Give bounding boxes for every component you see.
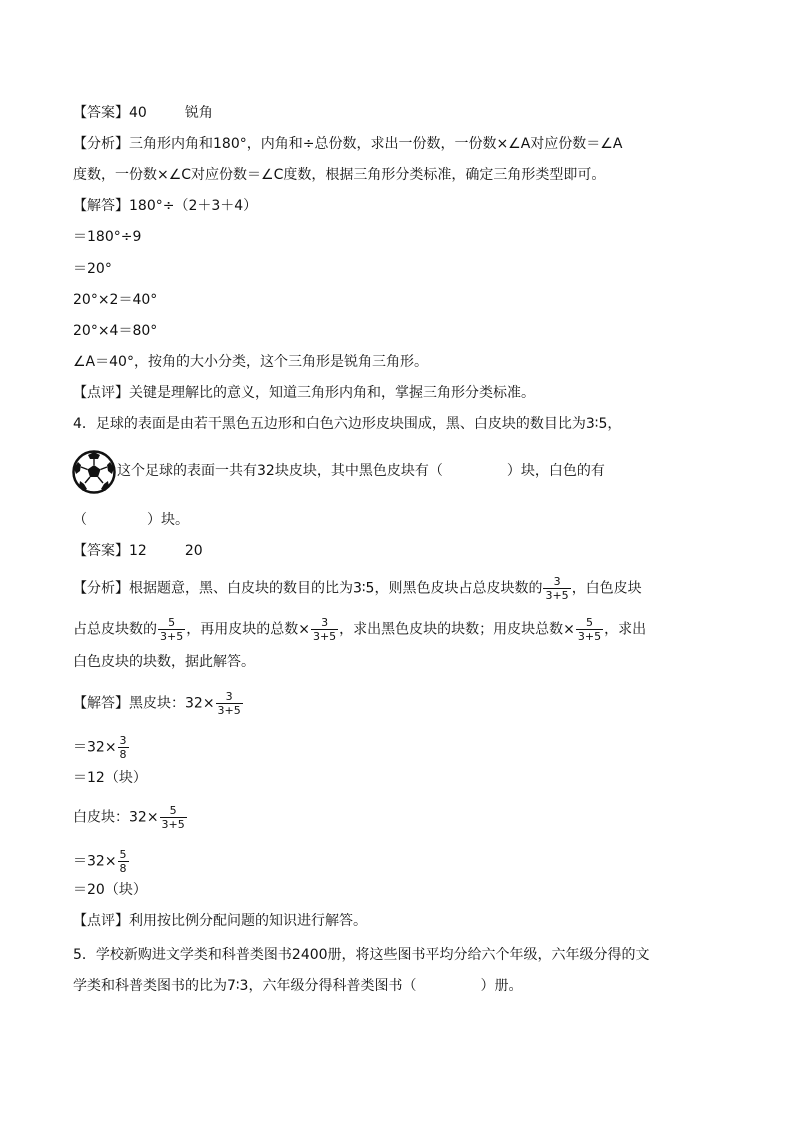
q4-answer-line	[73, 541, 203, 561]
solution-step: ＝180°÷9	[73, 229, 142, 245]
comment-tag: 【点评】	[73, 385, 129, 401]
analysis-tag: 【分析】	[73, 580, 129, 597]
stem-text: （	[73, 512, 87, 528]
answer-value: 40	[129, 105, 147, 121]
stem-text: ）块，白色的有	[506, 463, 605, 479]
q4-comment-line	[73, 911, 367, 931]
analysis-text: 三角形内角和180°，内角和÷总份数，求出一份数，一份数×∠A对应份数＝∠A	[129, 136, 623, 152]
solution-step: 黑皮块：32×	[129, 695, 215, 712]
fraction: $\frac{5}{8}$	[119, 848, 127, 875]
analysis-text: ，再用皮块的总数×	[186, 621, 310, 638]
q3-analysis-line-2: 度数，一份数×∠C对应份数＝∠C度数，根据三角形分类标准，确定三角形类型即可。	[73, 167, 606, 183]
comment-tag: 【点评】	[73, 913, 129, 929]
fraction: $\frac{3}{8}$	[119, 734, 127, 761]
solution-tag: 【解答】	[73, 695, 129, 712]
fraction: $\frac{5}{3+5}$	[161, 804, 185, 831]
answer-value: 12	[129, 543, 147, 559]
comment-text: 关键是理解比的意义，知道三角形内角和，掌握三角形分类标准。	[129, 385, 535, 401]
q5-stem-line-1: 5．学校新购进文学类和科普类图书2400册，将这些图书平均分给六个年级，六年级分得的文	[73, 947, 650, 963]
q4-stem-line-1: 4．足球的表面是由若干黑色五边形和白色六边形皮块围成，黑、白皮块的数目比为3∶5，	[73, 416, 622, 432]
solution-step: ＝32× $\frac{3}{8}$	[73, 734, 127, 761]
fraction: $\frac{3}{3+5}$	[545, 575, 569, 602]
solution-step: ＝20（块）	[73, 882, 147, 898]
analysis-text: 根据题意，黑、白皮块的数目的比为3∶5，则黑色皮块占总皮块数的	[129, 580, 543, 597]
stem-text: ）块。	[147, 512, 189, 528]
solution-step: 白皮块：32× $\frac{5}{3+5}$	[73, 804, 185, 831]
solution-step: ＝32× $\frac{5}{8}$	[73, 848, 127, 875]
analysis-text: ，白色皮块	[571, 580, 642, 597]
fraction: $\frac{5}{3+5}$	[160, 616, 184, 643]
q4-analysis-line-2	[73, 616, 646, 643]
analysis-text: ，求出黑色皮块的块数；用皮块总数×	[339, 621, 575, 638]
solution-tag: 【解答】	[73, 198, 129, 214]
q3-comment-line	[73, 383, 535, 403]
fraction: $\frac{3}{3+5}$	[217, 690, 241, 717]
solution-step: 180°÷（2＋3＋4）	[129, 198, 258, 214]
answer-tag: 【答案】	[73, 543, 129, 559]
q4-analysis-line-3: 白色皮块的块数，据此解答。	[73, 654, 255, 670]
answer-value: 20	[184, 543, 203, 559]
solution-step: ＝12（块）	[73, 770, 147, 786]
fraction: $\frac{3}{3+5}$	[312, 616, 337, 643]
q5-stem-line-2	[73, 976, 522, 996]
answer-value: 锐角	[184, 105, 213, 121]
stem-text: 这个足球的表面一共有32块皮块，其中黑色皮块有（	[117, 463, 443, 479]
q3-answer-line	[73, 103, 213, 123]
analysis-text: 占总皮块数的	[73, 621, 157, 638]
q3-solution-line	[73, 196, 257, 216]
comment-text: 利用按比例分配问题的知识进行解答。	[129, 913, 367, 929]
q4-analysis-line	[73, 575, 642, 602]
q4-stem-line-2	[117, 461, 605, 481]
analysis-text: ，求出	[604, 621, 647, 638]
soccer-ball-image	[72, 450, 116, 494]
stem-text: 学类和科普类图书的比为7∶3，六年级分得科普类图书（	[73, 978, 417, 994]
solution-step: ∠A＝40°，按角的大小分类，这个三角形是锐角三角形。	[73, 354, 428, 370]
solution-step: ＝20°	[73, 261, 112, 277]
q4-solution-line	[73, 690, 244, 717]
q4-stem-line-3	[73, 510, 189, 530]
solution-step: 20°×2＝40°	[73, 292, 158, 308]
stem-text: ）册。	[480, 978, 523, 994]
q3-analysis-line	[73, 134, 622, 154]
analysis-tag: 【分析】	[73, 136, 129, 152]
fraction: $\frac{5}{3+5}$	[577, 616, 602, 643]
answer-tag: 【答案】	[73, 105, 129, 121]
solution-step: 20°×4＝80°	[73, 323, 158, 339]
